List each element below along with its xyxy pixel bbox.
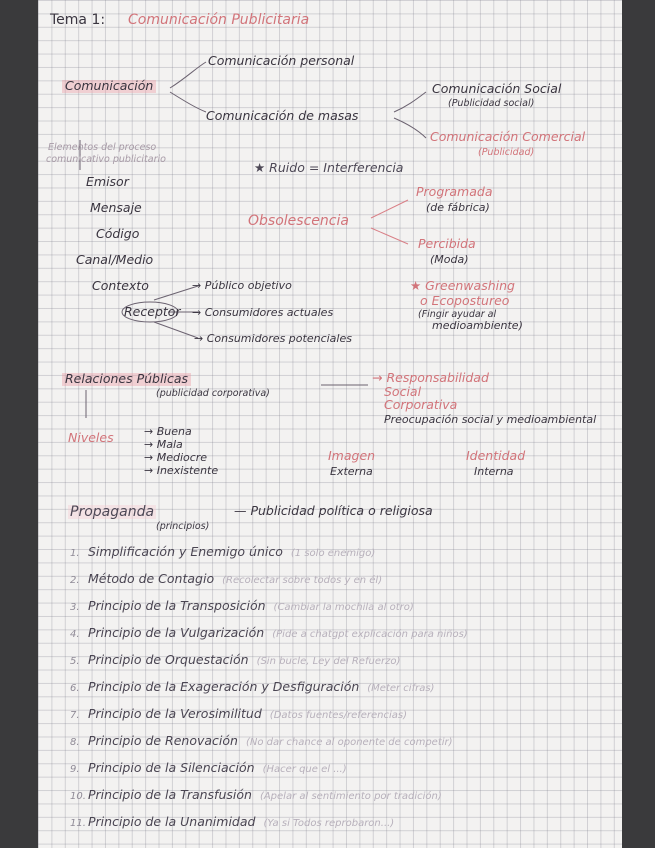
- propaganda-sub: (principios): [156, 521, 210, 532]
- line-receptor-potenciales: [154, 322, 198, 338]
- imagen-label: Imagen: [328, 448, 376, 463]
- principio-item: 11. Principio de la Unanimidad (Ya si Todos reprobaron...): [70, 814, 395, 829]
- propaganda-title: Propaganda: [70, 504, 155, 520]
- relaciones-sub: (publicidad corporativa): [156, 388, 270, 399]
- comunicacion-masas: Comunicación de masas: [206, 108, 359, 123]
- elemento-canal: Canal/Medio: [76, 252, 154, 267]
- nivel-buena: → Buena: [144, 425, 192, 438]
- principio-item: 3. Principio de la Transposición (Cambiar la mochila al otro): [70, 598, 414, 613]
- nivel-mediocre: → Mediocre: [144, 451, 208, 464]
- line-masas-comercial: [394, 118, 426, 138]
- responsabilidad-line3: Corporativa: [384, 397, 458, 412]
- greenwashing-line1: ★ Greenwashing: [410, 278, 515, 293]
- greenwashing-line4: medioambiente): [432, 319, 523, 332]
- principio-item: 2. Método de Contagio (Recolectar sobre todos y en él): [70, 571, 383, 586]
- elemento-codigo: Código: [96, 226, 140, 241]
- tema-label: Tema 1:: [50, 12, 106, 28]
- nivel-mala: → Mala: [144, 438, 183, 451]
- elemento-receptor: Receptor: [124, 304, 181, 319]
- comunicacion-comercial-sub: (Publicidad): [478, 147, 535, 158]
- principio-item: 6. Principio de la Exageración y Desfiguración (Meter cifras): [70, 679, 435, 694]
- elemento-contexto: Contexto: [92, 278, 149, 293]
- comunicacion-social: Comunicación Social: [432, 81, 562, 96]
- obsolescencia-label: Obsolescencia: [248, 213, 349, 229]
- principio-item: 8. Principio de Renovación (No dar chance al oponente de competir): [70, 733, 453, 748]
- niveles-label: Niveles: [68, 430, 114, 445]
- elementos-heading-1: Elementos del proceso: [48, 142, 157, 153]
- obsolescencia-programada-sub: (de fábrica): [426, 201, 490, 214]
- principio-item: 10. Principio de la Transfusión (Apelar al sentimiento por tradición): [70, 787, 442, 802]
- comunicacion-comercial: Comunicación Comercial: [430, 129, 586, 144]
- ruido-note: ★ Ruido = Interferencia: [254, 160, 404, 175]
- elemento-mensaje: Mensaje: [90, 200, 142, 215]
- identidad-label: Identidad: [466, 448, 526, 463]
- line-root-personal: [170, 62, 206, 88]
- nivel-inexistente: → Inexistente: [144, 464, 219, 477]
- elemento-emisor: Emisor: [86, 174, 129, 189]
- elementos-heading-2: comunicativo publicitario: [46, 154, 166, 165]
- principio-item: 1. Simplificación y Enemigo único (1 solo enemigo): [70, 544, 376, 559]
- principio-item: 5. Principio de Orquestación (Sin bucle, Ley del Refuerzo): [70, 652, 401, 667]
- line-obs-programada: [371, 200, 408, 218]
- principio-item: 4. Principio de la Vulgarización (Pide a chatgpt explicación para niños): [70, 625, 468, 640]
- greenwashing-line2: o Ecopostureo: [420, 293, 510, 308]
- line-obs-percibida: [371, 228, 408, 244]
- responsabilidad-line2: Social: [384, 384, 422, 399]
- notebook-page: [38, 0, 622, 848]
- receptor-consumidores-actuales: → Consumidores actuales: [192, 306, 334, 319]
- comunicacion-root: Comunicación: [62, 80, 156, 93]
- principio-item: 7. Principio de la Verosimilitud (Datos fuentes/referencias): [70, 706, 408, 721]
- receptor-consumidores-potenciales: → Consumidores potenciales: [194, 332, 352, 345]
- obsolescencia-percibida-sub: (Moda): [430, 253, 469, 266]
- externa-label: Externa: [330, 465, 373, 478]
- preocupacion-note: Preocupación social y medioambiental: [384, 413, 597, 426]
- obsolescencia-percibida: Percibida: [418, 236, 476, 251]
- page-title: Comunicación Publicitaria: [128, 12, 310, 28]
- line-masas-social: [394, 92, 426, 112]
- line-root-masas: [170, 92, 206, 112]
- principio-item: 9. Principio de la Silenciación (Hacer que el ...): [70, 760, 347, 775]
- interna-label: Interna: [474, 465, 514, 478]
- greenwashing-line3: (Fingir ayudar al: [418, 309, 497, 320]
- relaciones-title: Relaciones Públicas: [62, 373, 191, 386]
- receptor-publico-objetivo: → Público objetivo: [192, 279, 292, 292]
- responsabilidad-line1: → Responsabilidad: [372, 370, 489, 385]
- obsolescencia-programada: Programada: [416, 184, 493, 199]
- comunicacion-personal: Comunicación personal: [208, 53, 355, 68]
- propaganda-def: — Publicidad política o religiosa: [234, 503, 433, 518]
- comunicacion-social-sub: (Publicidad social): [448, 98, 535, 109]
